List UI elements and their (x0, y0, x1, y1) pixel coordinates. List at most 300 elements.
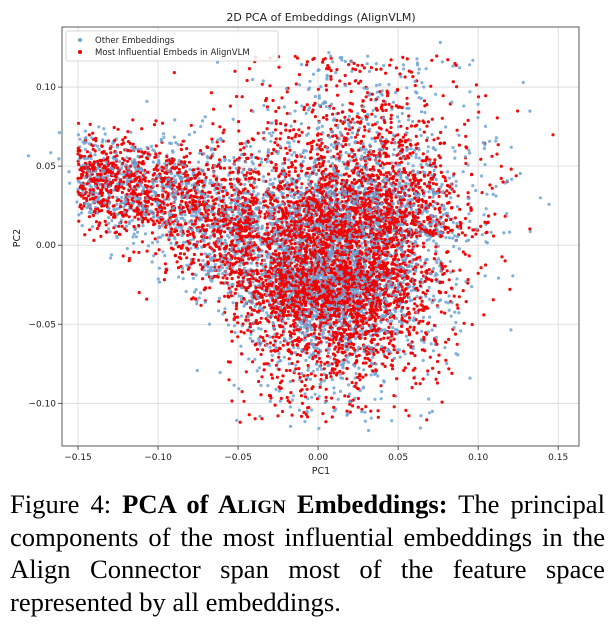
point-other-embedding (418, 193, 421, 196)
point-influential-embedding (385, 147, 388, 150)
point-influential-embedding (252, 170, 255, 173)
point-influential-embedding (413, 354, 416, 357)
point-influential-embedding (411, 386, 414, 389)
point-other-embedding (455, 222, 458, 225)
point-influential-embedding (289, 306, 292, 309)
point-influential-embedding (437, 354, 440, 357)
point-influential-embedding (156, 169, 159, 172)
point-other-embedding (258, 150, 261, 153)
point-influential-embedding (228, 166, 231, 169)
point-influential-embedding (388, 162, 391, 165)
point-influential-embedding (361, 251, 364, 254)
point-other-embedding (310, 396, 313, 399)
point-influential-embedding (314, 115, 317, 118)
point-other-embedding (455, 184, 458, 187)
chart-title: 2D PCA of Embeddings (AlignVLM) (226, 11, 416, 24)
point-other-embedding (193, 131, 196, 134)
point-influential-embedding (265, 317, 268, 320)
point-other-embedding (256, 258, 259, 261)
point-other-embedding (405, 149, 408, 152)
point-influential-embedding (399, 72, 402, 75)
point-influential-embedding (331, 415, 334, 418)
point-influential-embedding (227, 360, 230, 363)
point-influential-embedding (126, 160, 129, 163)
point-other-embedding (132, 235, 135, 238)
point-influential-embedding (178, 256, 181, 259)
point-influential-embedding (288, 330, 291, 333)
point-other-embedding (383, 380, 386, 383)
point-other-embedding (356, 112, 359, 115)
point-influential-embedding (466, 282, 469, 285)
point-other-embedding (314, 393, 317, 396)
point-influential-embedding (295, 82, 298, 85)
point-other-embedding (368, 258, 371, 261)
point-influential-embedding (310, 156, 313, 159)
point-influential-embedding (444, 219, 447, 222)
point-other-embedding (115, 235, 118, 238)
point-other-embedding (370, 137, 373, 140)
point-influential-embedding (454, 216, 457, 219)
point-influential-embedding (247, 141, 250, 144)
point-influential-embedding (262, 200, 265, 203)
point-other-embedding (448, 236, 451, 239)
point-other-embedding (341, 103, 344, 106)
point-influential-embedding (406, 307, 409, 310)
point-other-embedding (453, 326, 456, 329)
point-influential-embedding (492, 234, 495, 237)
point-other-embedding (214, 263, 217, 266)
point-influential-embedding (126, 130, 129, 133)
point-influential-embedding (249, 306, 252, 309)
point-influential-embedding (262, 299, 265, 302)
point-influential-embedding (331, 113, 334, 116)
point-other-embedding (249, 145, 252, 148)
point-influential-embedding (270, 350, 273, 353)
point-influential-embedding (301, 388, 304, 391)
point-influential-embedding (439, 164, 442, 167)
point-influential-embedding (432, 138, 435, 141)
point-other-embedding (303, 392, 306, 395)
point-influential-embedding (266, 223, 269, 226)
point-influential-embedding (431, 118, 434, 121)
point-other-embedding (262, 206, 265, 209)
point-influential-embedding (286, 200, 289, 203)
point-influential-embedding (310, 148, 313, 151)
point-other-embedding (318, 121, 321, 124)
point-other-embedding (494, 194, 497, 197)
point-influential-embedding (201, 277, 204, 280)
point-other-embedding (346, 412, 349, 415)
point-influential-embedding (263, 362, 266, 365)
point-other-embedding (152, 215, 155, 218)
point-other-embedding (173, 136, 176, 139)
point-influential-embedding (508, 288, 511, 291)
point-influential-embedding (407, 114, 410, 117)
point-other-embedding (396, 115, 399, 118)
point-influential-embedding (427, 173, 430, 176)
point-influential-embedding (365, 95, 368, 98)
point-other-embedding (142, 186, 145, 189)
point-other-embedding (278, 311, 281, 314)
point-influential-embedding (454, 333, 457, 336)
point-influential-embedding (217, 246, 220, 249)
point-other-embedding (292, 139, 295, 142)
point-influential-embedding (86, 150, 89, 153)
point-influential-embedding (479, 225, 482, 228)
point-influential-embedding (183, 252, 186, 255)
point-other-embedding (233, 324, 236, 327)
point-influential-embedding (105, 231, 108, 234)
point-other-embedding (247, 180, 250, 183)
point-influential-embedding (233, 313, 236, 316)
point-influential-embedding (125, 214, 128, 217)
point-influential-embedding (279, 122, 282, 125)
point-influential-embedding (210, 138, 213, 141)
point-influential-embedding (285, 369, 288, 372)
point-other-embedding (330, 143, 333, 146)
point-other-embedding (419, 414, 422, 417)
point-other-embedding (104, 132, 107, 135)
point-other-embedding (158, 281, 161, 284)
point-other-embedding (315, 173, 318, 176)
point-influential-embedding (280, 334, 283, 337)
point-influential-embedding (379, 164, 382, 167)
point-other-embedding (209, 179, 212, 182)
point-influential-embedding (388, 64, 391, 67)
point-other-embedding (300, 186, 303, 189)
point-influential-embedding (257, 132, 260, 135)
point-influential-embedding (319, 165, 322, 168)
point-other-embedding (454, 239, 457, 242)
point-influential-embedding (369, 98, 372, 101)
point-influential-embedding (242, 146, 245, 149)
point-influential-embedding (436, 360, 439, 363)
point-influential-embedding (164, 271, 167, 274)
point-other-embedding (308, 106, 311, 109)
point-influential-embedding (163, 278, 166, 281)
point-other-embedding (293, 151, 296, 154)
point-influential-embedding (364, 337, 367, 340)
point-influential-embedding (358, 373, 361, 376)
point-other-embedding (428, 160, 431, 163)
point-influential-embedding (444, 179, 447, 182)
point-other-embedding (254, 167, 257, 170)
point-influential-embedding (343, 116, 346, 119)
point-influential-embedding (266, 127, 269, 130)
point-other-embedding (173, 163, 176, 166)
point-other-embedding (387, 83, 390, 86)
point-other-embedding (407, 162, 410, 165)
point-other-embedding (431, 301, 434, 304)
point-influential-embedding (250, 153, 253, 156)
point-influential-embedding (274, 163, 277, 166)
point-other-embedding (351, 264, 354, 267)
point-influential-embedding (264, 216, 267, 219)
point-other-embedding (431, 196, 434, 199)
point-influential-embedding (228, 267, 231, 270)
point-influential-embedding (422, 245, 425, 248)
point-influential-embedding (272, 344, 275, 347)
point-other-embedding (415, 295, 418, 298)
point-influential-embedding (456, 343, 459, 346)
point-influential-embedding (283, 157, 286, 160)
point-influential-embedding (361, 64, 364, 67)
point-other-embedding (190, 184, 193, 187)
point-influential-embedding (113, 139, 116, 142)
point-other-embedding (154, 193, 157, 196)
point-influential-embedding (243, 331, 246, 334)
point-influential-embedding (291, 340, 294, 343)
point-influential-embedding (292, 202, 295, 205)
point-other-embedding (419, 258, 422, 261)
point-influential-embedding (390, 121, 393, 124)
point-other-embedding (273, 177, 276, 180)
point-influential-embedding (171, 157, 174, 160)
point-influential-embedding (415, 135, 418, 138)
point-other-embedding (448, 177, 451, 180)
point-influential-embedding (325, 84, 328, 87)
point-influential-embedding (352, 347, 355, 350)
point-other-embedding (289, 405, 292, 408)
point-influential-embedding (133, 216, 136, 219)
point-influential-embedding (423, 131, 426, 134)
point-influential-embedding (105, 152, 108, 155)
point-other-embedding (495, 136, 498, 139)
point-influential-embedding (218, 125, 221, 128)
point-influential-embedding (259, 393, 262, 396)
point-influential-embedding (366, 357, 369, 360)
point-other-embedding (252, 340, 255, 343)
point-other-embedding (107, 227, 110, 230)
point-other-embedding (446, 212, 449, 215)
point-other-embedding (156, 240, 159, 243)
point-other-embedding (467, 149, 470, 152)
point-other-embedding (338, 191, 341, 194)
point-other-embedding (511, 274, 514, 277)
point-other-embedding (468, 90, 471, 93)
point-influential-embedding (322, 116, 325, 119)
point-other-embedding (420, 134, 423, 137)
point-other-embedding (484, 274, 487, 277)
point-influential-embedding (347, 118, 350, 121)
point-other-embedding (151, 241, 154, 244)
point-other-embedding (357, 367, 360, 370)
point-other-embedding (470, 285, 473, 288)
point-influential-embedding (449, 218, 452, 221)
point-other-embedding (348, 115, 351, 118)
point-other-embedding (361, 246, 364, 249)
point-other-embedding (107, 216, 110, 219)
point-other-embedding (370, 373, 373, 376)
point-other-embedding (402, 63, 405, 66)
point-influential-embedding (406, 254, 409, 257)
point-influential-embedding (267, 121, 270, 124)
point-influential-embedding (323, 367, 326, 370)
point-other-embedding (398, 348, 401, 351)
point-influential-embedding (291, 362, 294, 365)
point-influential-embedding (396, 133, 399, 136)
point-influential-embedding (295, 180, 298, 183)
point-other-embedding (266, 108, 269, 111)
point-influential-embedding (429, 163, 432, 166)
point-other-embedding (289, 337, 292, 340)
point-influential-embedding (176, 223, 179, 226)
point-influential-embedding (188, 201, 191, 204)
point-influential-embedding (300, 394, 303, 397)
point-influential-embedding (239, 148, 242, 151)
point-influential-embedding (297, 128, 300, 131)
point-other-embedding (152, 161, 155, 164)
point-influential-embedding (217, 191, 220, 194)
point-influential-embedding (121, 191, 124, 194)
point-other-embedding (314, 95, 317, 98)
point-influential-embedding (257, 178, 260, 181)
point-influential-embedding (317, 158, 320, 161)
point-influential-embedding (210, 219, 213, 222)
point-influential-embedding (456, 307, 459, 310)
point-influential-embedding (321, 163, 324, 166)
point-influential-embedding (248, 281, 251, 284)
point-influential-embedding (384, 365, 387, 368)
point-influential-embedding (373, 325, 376, 328)
point-influential-embedding (330, 397, 333, 400)
point-influential-embedding (274, 110, 277, 113)
point-other-embedding (419, 426, 422, 429)
point-other-embedding (162, 136, 165, 139)
point-other-embedding (451, 301, 454, 304)
point-influential-embedding (419, 186, 422, 189)
point-other-embedding (320, 368, 323, 371)
point-influential-embedding (271, 359, 274, 362)
point-influential-embedding (128, 215, 131, 218)
point-influential-embedding (76, 177, 79, 180)
point-other-embedding (118, 160, 121, 163)
point-influential-embedding (266, 206, 269, 209)
point-other-embedding (423, 171, 426, 174)
point-other-embedding (251, 110, 254, 113)
point-influential-embedding (418, 256, 421, 259)
point-other-embedding (329, 55, 332, 58)
point-influential-embedding (143, 199, 146, 202)
point-influential-embedding (288, 357, 291, 360)
point-influential-embedding (239, 421, 242, 424)
point-influential-embedding (119, 205, 122, 208)
point-influential-embedding (392, 338, 395, 341)
point-influential-embedding (236, 316, 239, 319)
point-influential-embedding (230, 399, 233, 402)
point-influential-embedding (356, 115, 359, 118)
point-influential-embedding (104, 220, 107, 223)
point-influential-embedding (300, 415, 303, 418)
point-influential-embedding (448, 278, 451, 281)
point-other-embedding (415, 57, 418, 60)
point-other-embedding (453, 234, 456, 237)
point-influential-embedding (423, 182, 426, 185)
point-influential-embedding (354, 68, 357, 71)
point-influential-embedding (290, 242, 293, 245)
point-influential-embedding (456, 129, 459, 132)
point-influential-embedding (475, 83, 478, 86)
point-influential-embedding (243, 153, 246, 156)
point-other-embedding (433, 169, 436, 172)
point-influential-embedding (414, 258, 417, 261)
point-influential-embedding (211, 122, 214, 125)
point-influential-embedding (355, 355, 358, 358)
point-influential-embedding (205, 145, 208, 148)
point-other-embedding (434, 93, 437, 96)
point-other-embedding (265, 311, 268, 314)
point-influential-embedding (275, 137, 278, 140)
point-other-embedding (345, 151, 348, 154)
point-other-embedding (345, 356, 348, 359)
point-other-embedding (170, 172, 173, 175)
point-influential-embedding (441, 117, 444, 120)
point-other-embedding (209, 278, 212, 281)
point-influential-embedding (158, 152, 161, 155)
point-other-embedding (314, 223, 317, 226)
point-other-embedding (96, 166, 99, 169)
point-other-embedding (410, 299, 413, 302)
point-influential-embedding (286, 152, 289, 155)
point-other-embedding (310, 339, 313, 342)
point-other-embedding (365, 148, 368, 151)
point-influential-embedding (416, 304, 419, 307)
point-influential-embedding (269, 341, 272, 344)
point-influential-embedding (400, 161, 403, 164)
point-influential-embedding (242, 276, 245, 279)
point-other-embedding (390, 419, 393, 422)
point-influential-embedding (385, 175, 388, 178)
point-influential-embedding (390, 245, 393, 248)
point-influential-embedding (217, 300, 220, 303)
point-influential-embedding (434, 165, 437, 168)
point-influential-embedding (199, 304, 202, 307)
point-other-embedding (390, 319, 393, 322)
point-influential-embedding (124, 136, 127, 139)
point-other-embedding (233, 193, 236, 196)
point-influential-embedding (280, 221, 283, 224)
point-other-embedding (367, 429, 370, 432)
point-influential-embedding (496, 116, 499, 119)
point-other-embedding (120, 196, 123, 199)
point-other-embedding (238, 294, 241, 297)
point-influential-embedding (264, 330, 267, 333)
point-influential-embedding (255, 200, 258, 203)
point-other-embedding (427, 397, 430, 400)
point-other-embedding (189, 247, 192, 250)
point-other-embedding (223, 307, 226, 310)
point-other-embedding (468, 377, 471, 380)
point-other-embedding (274, 388, 277, 391)
point-other-embedding (396, 332, 399, 335)
point-other-embedding (439, 270, 442, 273)
point-other-embedding (279, 341, 282, 344)
point-influential-embedding (351, 155, 354, 158)
point-influential-embedding (345, 410, 348, 413)
point-influential-embedding (381, 109, 384, 112)
point-influential-embedding (383, 206, 386, 209)
point-other-embedding (398, 163, 401, 166)
point-influential-embedding (170, 202, 173, 205)
point-other-embedding (401, 112, 404, 115)
point-other-embedding (431, 133, 434, 136)
point-other-embedding (332, 146, 335, 149)
point-influential-embedding (325, 88, 328, 91)
point-other-embedding (412, 347, 415, 350)
point-influential-embedding (242, 400, 245, 403)
point-influential-embedding (223, 230, 226, 233)
point-influential-embedding (85, 182, 88, 185)
